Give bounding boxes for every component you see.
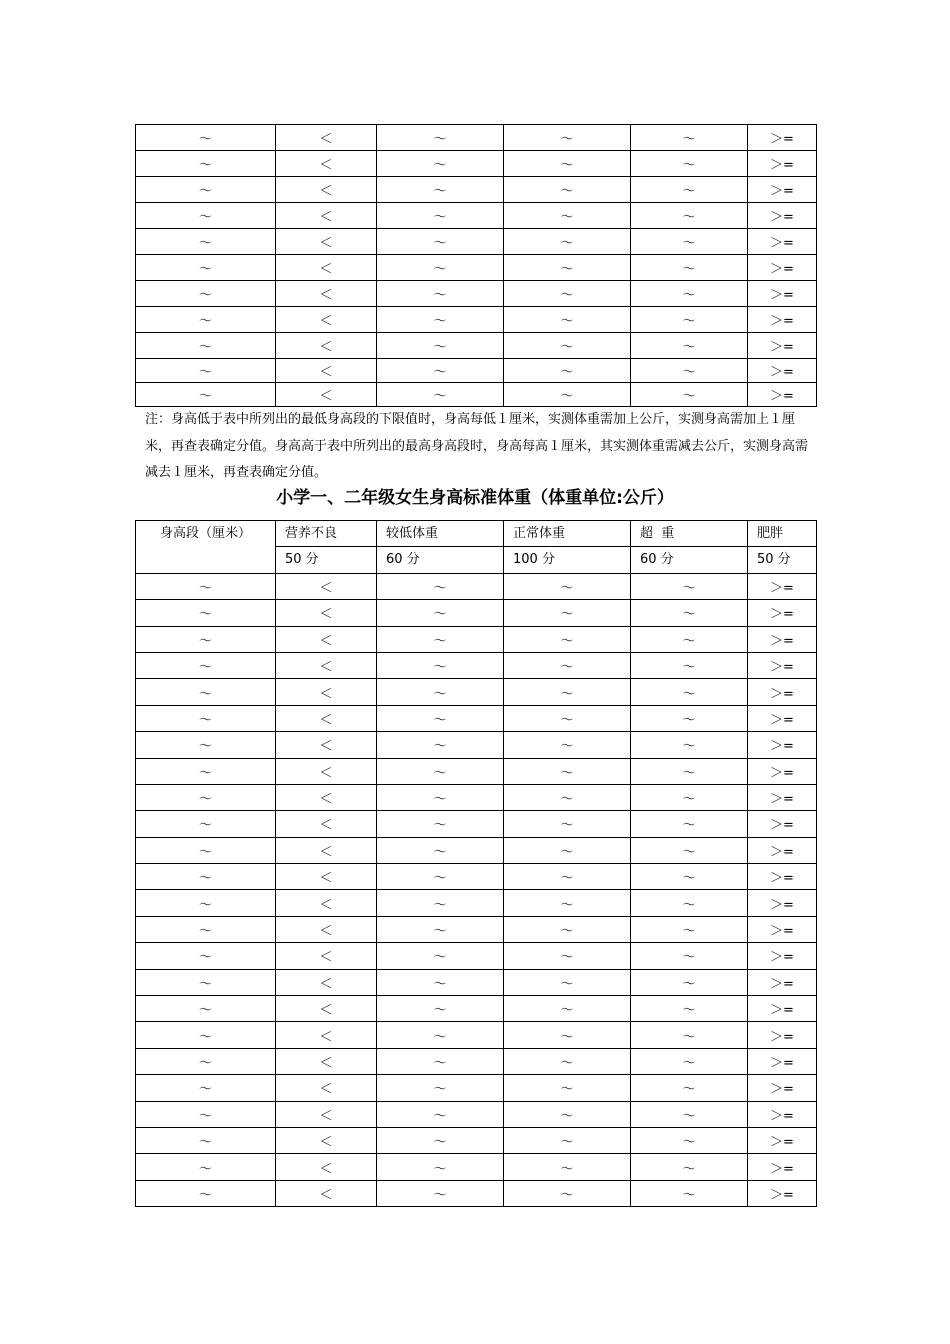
table-cell: ＞= bbox=[748, 1075, 817, 1101]
table-cell: ～ bbox=[504, 943, 631, 969]
table-cell: ～ bbox=[377, 705, 504, 731]
table-cell: ＜ bbox=[276, 255, 377, 281]
table-cell: ～ bbox=[136, 1127, 276, 1153]
table-cell: ～ bbox=[377, 1075, 504, 1101]
score-low-weight: 60 分 bbox=[377, 547, 504, 573]
table-cell: ～ bbox=[136, 969, 276, 995]
table-cell: ～ bbox=[136, 1048, 276, 1074]
table-cell: ～ bbox=[631, 679, 748, 705]
table-cell: ～ bbox=[136, 177, 276, 203]
table-cell: ＞= bbox=[748, 784, 817, 810]
table-row bbox=[136, 916, 817, 942]
table-row bbox=[136, 333, 817, 359]
table-cell: ～ bbox=[377, 652, 504, 678]
table-cell: ～ bbox=[136, 890, 276, 916]
table-cell: ～ bbox=[504, 177, 631, 203]
table-cell: ＜ bbox=[276, 969, 377, 995]
table-cell: ＜ bbox=[276, 383, 377, 407]
table-cell: ～ bbox=[136, 996, 276, 1022]
table-cell: ＜ bbox=[276, 600, 377, 626]
table-cell: ～ bbox=[136, 1075, 276, 1101]
table-cell: ～ bbox=[631, 1101, 748, 1127]
table-cell: ～ bbox=[631, 784, 748, 810]
table-row bbox=[136, 229, 817, 255]
table-cell: ～ bbox=[136, 864, 276, 890]
girls-height-weight-table bbox=[135, 520, 817, 1207]
table-cell: ＜ bbox=[276, 837, 377, 863]
table-cell: ～ bbox=[136, 600, 276, 626]
table-cell: ～ bbox=[377, 255, 504, 281]
table-cell: ～ bbox=[504, 1048, 631, 1074]
table-row bbox=[136, 758, 817, 784]
score-obese: 50 分 bbox=[748, 547, 817, 573]
score-normal-weight: 100 分 bbox=[504, 547, 631, 573]
table-cell: ～ bbox=[504, 1154, 631, 1180]
table-cell: ～ bbox=[377, 837, 504, 863]
table-row bbox=[136, 307, 817, 333]
table-cell: ～ bbox=[631, 177, 748, 203]
table-cell: ～ bbox=[136, 732, 276, 758]
table-cell: ～ bbox=[377, 732, 504, 758]
table-cell: ～ bbox=[631, 333, 748, 359]
score-malnutrition: 50 分 bbox=[276, 547, 377, 573]
table-cell: ～ bbox=[377, 359, 504, 383]
table-cell: ～ bbox=[504, 281, 631, 307]
table-cell: ～ bbox=[631, 837, 748, 863]
table-cell: ～ bbox=[377, 1180, 504, 1206]
table-cell: ＞= bbox=[748, 916, 817, 942]
table-cell: ～ bbox=[631, 125, 748, 151]
table-cell: ～ bbox=[631, 229, 748, 255]
table-cell: ～ bbox=[504, 1180, 631, 1206]
table-cell: ＞= bbox=[748, 359, 817, 383]
table-cell: ～ bbox=[377, 996, 504, 1022]
table-cell: ～ bbox=[377, 969, 504, 995]
table-cell: ～ bbox=[504, 732, 631, 758]
table-cell: ～ bbox=[377, 177, 504, 203]
table-row bbox=[136, 652, 817, 678]
table-cell: ＞= bbox=[748, 626, 817, 652]
table-cell: ～ bbox=[631, 705, 748, 731]
table-cell: ＞= bbox=[748, 1022, 817, 1048]
table-cell: ～ bbox=[631, 732, 748, 758]
table-note: 注：身高低于表中所列出的最低身高段的下限值时，身高每低１厘米，实测体重需加上公斤，实测身高需加上１厘米，再查表确定分值。身高高于表中所列出的最高身高段时，身高每高１厘米，其实测体重需减去公斤，实测身高需减去１厘米，再查表确定分值。 bbox=[145, 412, 809, 480]
table-cell: ～ bbox=[377, 151, 504, 177]
table-cell: ＞= bbox=[748, 1127, 817, 1153]
table-title: 小学一、二年级女生身高标准体重（体重单位:公斤） bbox=[276, 488, 674, 508]
table-cell: ＜ bbox=[276, 1022, 377, 1048]
table-cell: ＞= bbox=[748, 1180, 817, 1206]
table-cell: ～ bbox=[377, 1127, 504, 1153]
table-cell: ＜ bbox=[276, 652, 377, 678]
table-cell: ～ bbox=[377, 1154, 504, 1180]
table-row bbox=[136, 1075, 817, 1101]
table-cell: ＞= bbox=[748, 943, 817, 969]
table-cell: ＞= bbox=[748, 732, 817, 758]
table-row bbox=[136, 573, 817, 599]
table-cell: ～ bbox=[504, 890, 631, 916]
table-row bbox=[136, 996, 817, 1022]
table-cell: ＜ bbox=[276, 732, 377, 758]
table-cell: ＞= bbox=[748, 151, 817, 177]
table-cell: ＞= bbox=[748, 177, 817, 203]
table-cell: ～ bbox=[631, 811, 748, 837]
table-cell: ～ bbox=[377, 333, 504, 359]
table-cell: ＜ bbox=[276, 890, 377, 916]
table-row bbox=[136, 1101, 817, 1127]
table-cell: ～ bbox=[377, 679, 504, 705]
table-cell: ～ bbox=[504, 679, 631, 705]
table-cell: ～ bbox=[377, 916, 504, 942]
table-cell: ～ bbox=[631, 996, 748, 1022]
table-cell: ＞= bbox=[748, 705, 817, 731]
table-cell: ＜ bbox=[276, 864, 377, 890]
table-cell: ＞= bbox=[748, 281, 817, 307]
table-cell: ～ bbox=[377, 229, 504, 255]
table-cell: ＜ bbox=[276, 307, 377, 333]
table-cell: ～ bbox=[377, 943, 504, 969]
table-cell: ＞= bbox=[748, 679, 817, 705]
table-cell: ＜ bbox=[276, 573, 377, 599]
table-row bbox=[136, 177, 817, 203]
table-cell: ～ bbox=[504, 916, 631, 942]
table-cell: ＜ bbox=[276, 679, 377, 705]
table-cell: ～ bbox=[377, 203, 504, 229]
table-cell: ＞= bbox=[748, 383, 817, 407]
table-cell: ＜ bbox=[276, 333, 377, 359]
table-cell: ＞= bbox=[748, 229, 817, 255]
table-cell: ＞= bbox=[748, 969, 817, 995]
table-cell: ～ bbox=[136, 1154, 276, 1180]
table-cell: ～ bbox=[136, 125, 276, 151]
table-row bbox=[136, 359, 817, 383]
table-cell: ～ bbox=[631, 652, 748, 678]
table-cell: ～ bbox=[136, 705, 276, 731]
table-cell: ～ bbox=[631, 573, 748, 599]
table-cell: ～ bbox=[631, 255, 748, 281]
table-cell: ～ bbox=[377, 784, 504, 810]
table-cell: ～ bbox=[377, 626, 504, 652]
table-cell: ～ bbox=[377, 307, 504, 333]
header-obese: 肥胖 bbox=[748, 521, 817, 547]
table-cell: ～ bbox=[136, 229, 276, 255]
table-cell: ＜ bbox=[276, 177, 377, 203]
table-cell: ～ bbox=[504, 203, 631, 229]
table-row bbox=[136, 784, 817, 810]
table-row bbox=[136, 969, 817, 995]
table-cell: ～ bbox=[136, 943, 276, 969]
header-normal-weight: 正常体重 bbox=[504, 521, 631, 547]
table-row bbox=[136, 600, 817, 626]
table-cell: ～ bbox=[504, 758, 631, 784]
table-cell: ～ bbox=[136, 573, 276, 599]
table-cell: ～ bbox=[136, 383, 276, 407]
table-cell: ～ bbox=[631, 890, 748, 916]
header-row bbox=[136, 521, 817, 547]
table-cell: ～ bbox=[504, 573, 631, 599]
table-cell: ～ bbox=[504, 1101, 631, 1127]
table-cell: ～ bbox=[136, 359, 276, 383]
table-cell: ～ bbox=[504, 229, 631, 255]
table-cell: ～ bbox=[631, 626, 748, 652]
table-cell: ～ bbox=[136, 1180, 276, 1206]
table-cell: ～ bbox=[631, 600, 748, 626]
table-cell: ～ bbox=[377, 758, 504, 784]
table-cell: ～ bbox=[504, 811, 631, 837]
header-height-range: 身高段（厘米） bbox=[136, 521, 276, 574]
table-row bbox=[136, 1022, 817, 1048]
table-row bbox=[136, 732, 817, 758]
table-cell: ～ bbox=[631, 359, 748, 383]
table-cell: ～ bbox=[136, 307, 276, 333]
table-cell: ～ bbox=[136, 784, 276, 810]
table-cell: ＜ bbox=[276, 1075, 377, 1101]
table-cell: ＜ bbox=[276, 203, 377, 229]
table-cell: ～ bbox=[631, 943, 748, 969]
table-cell: ＜ bbox=[276, 784, 377, 810]
table-cell: ＞= bbox=[748, 811, 817, 837]
table-cell: ～ bbox=[504, 864, 631, 890]
table-cell: ＞= bbox=[748, 1101, 817, 1127]
table-cell: ＜ bbox=[276, 151, 377, 177]
table-row bbox=[136, 890, 817, 916]
table-cell: ～ bbox=[136, 679, 276, 705]
table-cell: ～ bbox=[136, 333, 276, 359]
table-row bbox=[136, 281, 817, 307]
table-cell: ～ bbox=[504, 652, 631, 678]
table-cell: ～ bbox=[504, 255, 631, 281]
table-cell: ～ bbox=[377, 383, 504, 407]
table-cell: ～ bbox=[631, 1048, 748, 1074]
table-cell: ～ bbox=[136, 1022, 276, 1048]
table-cell: ＜ bbox=[276, 943, 377, 969]
table-cell: ＞= bbox=[748, 1154, 817, 1180]
table-cell: ＞= bbox=[748, 203, 817, 229]
table-cell: ～ bbox=[377, 890, 504, 916]
table-cell: ～ bbox=[377, 1048, 504, 1074]
table-cell: ～ bbox=[631, 307, 748, 333]
table-cell: ＞= bbox=[748, 333, 817, 359]
table-cell: ～ bbox=[504, 996, 631, 1022]
table-cell: ～ bbox=[631, 1022, 748, 1048]
table-cell: ＜ bbox=[276, 1048, 377, 1074]
weight-table-continued bbox=[135, 124, 817, 407]
header-overweight: 超 重 bbox=[631, 521, 748, 547]
table-row bbox=[136, 383, 817, 407]
table-cell: ～ bbox=[136, 626, 276, 652]
table-cell: ～ bbox=[504, 784, 631, 810]
table-cell: ～ bbox=[377, 281, 504, 307]
table-cell: ＜ bbox=[276, 1101, 377, 1127]
table-cell: ＜ bbox=[276, 626, 377, 652]
table-cell: ＞= bbox=[748, 758, 817, 784]
table-cell: ＜ bbox=[276, 996, 377, 1022]
table-row bbox=[136, 1048, 817, 1074]
table-cell: ＞= bbox=[748, 996, 817, 1022]
table-cell: ～ bbox=[631, 1075, 748, 1101]
table-row bbox=[136, 1127, 817, 1153]
table-row bbox=[136, 705, 817, 731]
table-cell: ＜ bbox=[276, 229, 377, 255]
table-cell: ～ bbox=[631, 864, 748, 890]
table-cell: ～ bbox=[136, 1101, 276, 1127]
header-malnutrition: 营养不良 bbox=[276, 521, 377, 547]
table-row bbox=[136, 811, 817, 837]
table-cell: ～ bbox=[631, 969, 748, 995]
table-cell: ＞= bbox=[748, 307, 817, 333]
table-cell: ～ bbox=[136, 837, 276, 863]
table-cell: ～ bbox=[631, 203, 748, 229]
table-cell: ～ bbox=[504, 333, 631, 359]
table-cell: ～ bbox=[631, 151, 748, 177]
table-cell: ＞= bbox=[748, 573, 817, 599]
table-row bbox=[136, 626, 817, 652]
table-cell: ～ bbox=[136, 203, 276, 229]
table-cell: ～ bbox=[504, 705, 631, 731]
table-cell: ～ bbox=[631, 916, 748, 942]
table-cell: ～ bbox=[377, 864, 504, 890]
table-cell: ～ bbox=[631, 1180, 748, 1206]
table-cell: ～ bbox=[631, 758, 748, 784]
table-cell: ～ bbox=[136, 811, 276, 837]
table-cell: ＞= bbox=[748, 890, 817, 916]
table-cell: ～ bbox=[504, 151, 631, 177]
header-low-weight: 较低体重 bbox=[377, 521, 504, 547]
table-cell: ＞= bbox=[748, 125, 817, 151]
table-row bbox=[136, 255, 817, 281]
table-cell: ＞= bbox=[748, 255, 817, 281]
table-cell: ＞= bbox=[748, 837, 817, 863]
table-row bbox=[136, 679, 817, 705]
table-cell: ～ bbox=[504, 600, 631, 626]
table-cell: ～ bbox=[377, 1101, 504, 1127]
table-cell: ～ bbox=[504, 1127, 631, 1153]
table-cell: ＜ bbox=[276, 125, 377, 151]
table-cell: ＞= bbox=[748, 1048, 817, 1074]
table-cell: ＞= bbox=[748, 652, 817, 678]
table-cell: ～ bbox=[631, 1154, 748, 1180]
table-cell: ＜ bbox=[276, 359, 377, 383]
table-cell: ～ bbox=[504, 359, 631, 383]
table-cell: ＜ bbox=[276, 1127, 377, 1153]
table-row bbox=[136, 203, 817, 229]
table-row bbox=[136, 943, 817, 969]
table-cell: ～ bbox=[631, 281, 748, 307]
table-cell: ～ bbox=[377, 125, 504, 151]
table-cell: ～ bbox=[136, 652, 276, 678]
table-cell: ＜ bbox=[276, 758, 377, 784]
table-cell: ～ bbox=[504, 125, 631, 151]
table-cell: ＜ bbox=[276, 705, 377, 731]
table-cell: ～ bbox=[504, 383, 631, 407]
table-row bbox=[136, 864, 817, 890]
table-cell: ～ bbox=[504, 626, 631, 652]
table-row bbox=[136, 1180, 817, 1206]
table-cell: ＜ bbox=[276, 916, 377, 942]
table-row bbox=[136, 125, 817, 151]
table-cell: ＞= bbox=[748, 600, 817, 626]
table-cell: ～ bbox=[377, 1022, 504, 1048]
table-row bbox=[136, 1154, 817, 1180]
table-cell: ＜ bbox=[276, 281, 377, 307]
table-cell: ～ bbox=[631, 383, 748, 407]
table-cell: ～ bbox=[504, 307, 631, 333]
table-cell: ～ bbox=[504, 1022, 631, 1048]
table-cell: ～ bbox=[504, 837, 631, 863]
table-cell: ＜ bbox=[276, 811, 377, 837]
table-cell: ＜ bbox=[276, 1154, 377, 1180]
table-cell: ～ bbox=[504, 1075, 631, 1101]
score-overweight: 60 分 bbox=[631, 547, 748, 573]
table-cell: ～ bbox=[136, 255, 276, 281]
table-cell: ～ bbox=[136, 916, 276, 942]
table-cell: ～ bbox=[136, 151, 276, 177]
table-row bbox=[136, 151, 817, 177]
table-cell: ～ bbox=[504, 969, 631, 995]
table-row bbox=[136, 837, 817, 863]
table-cell: ～ bbox=[631, 1127, 748, 1153]
table-cell: ～ bbox=[136, 281, 276, 307]
table-cell: ～ bbox=[377, 811, 504, 837]
table-cell: ～ bbox=[377, 600, 504, 626]
table-cell: ～ bbox=[136, 758, 276, 784]
table-cell: ＜ bbox=[276, 1180, 377, 1206]
table-cell: ＞= bbox=[748, 864, 817, 890]
table-cell: ～ bbox=[377, 573, 504, 599]
